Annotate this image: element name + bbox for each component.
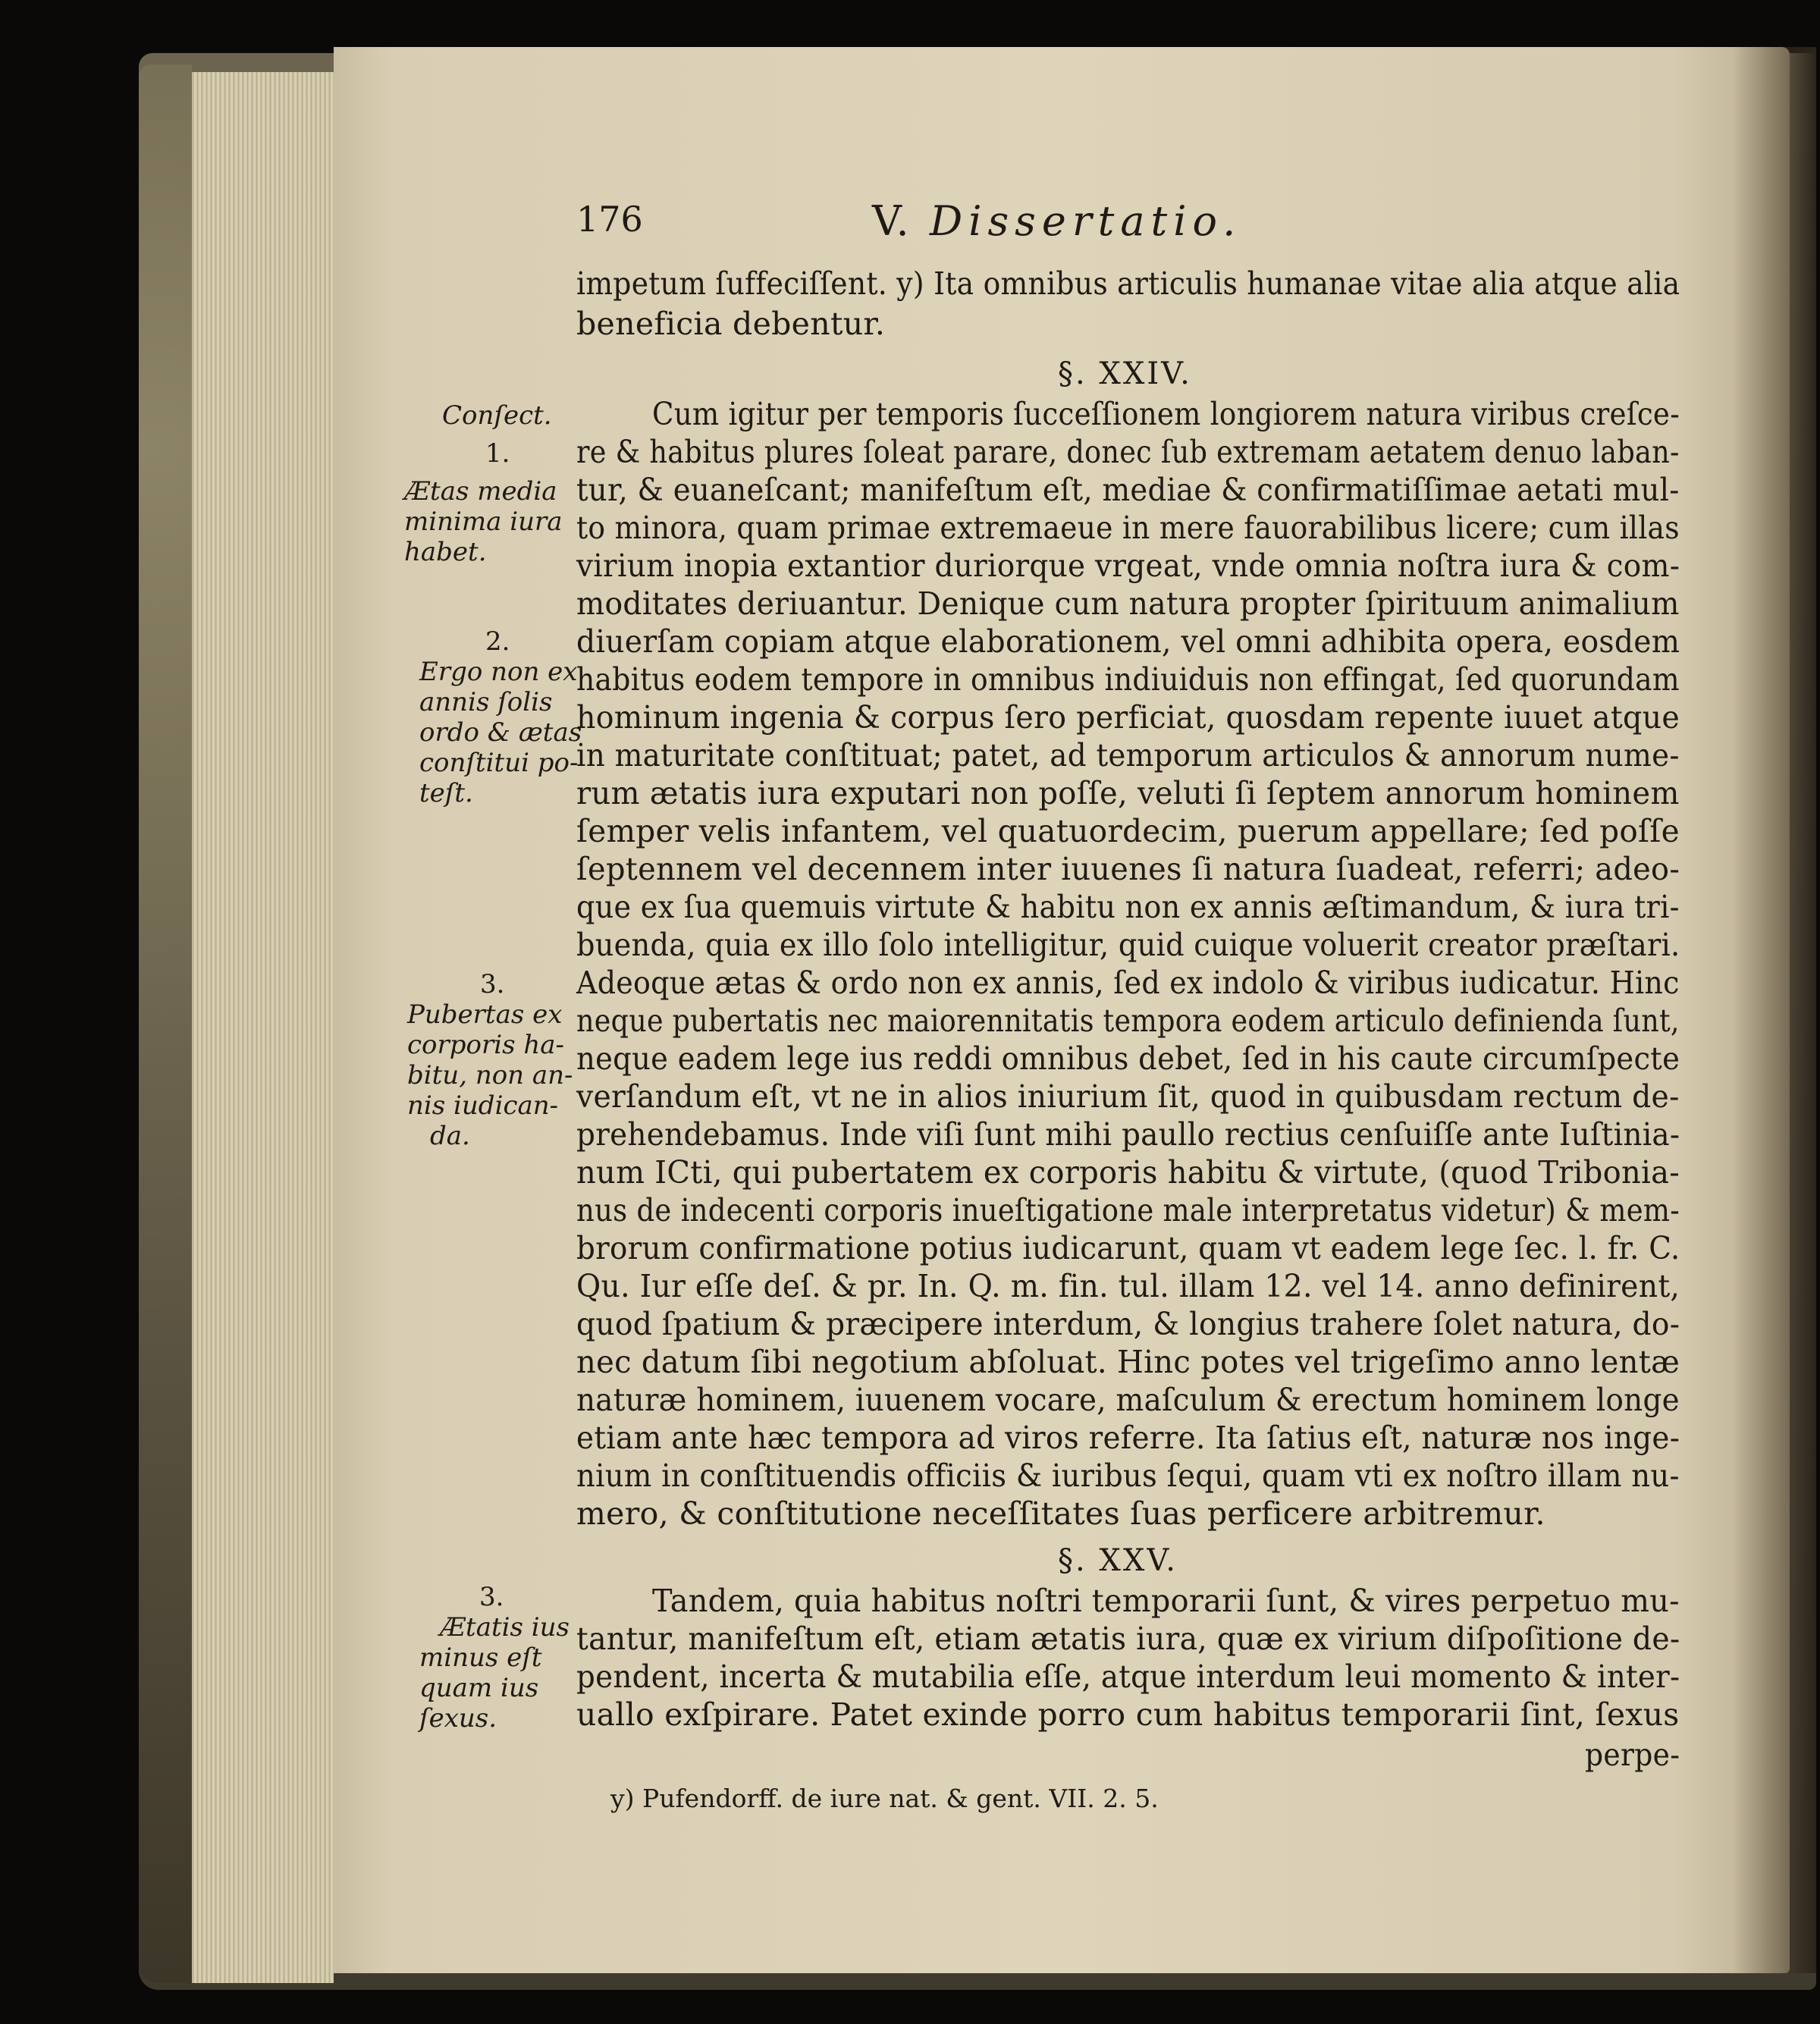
text-line: ſemper velis infantem, vel quatuordecim, puerum appellare; ſed poſſe xyxy=(576,813,1680,849)
page-title-word: Dissertatio. xyxy=(929,197,1242,245)
text-line: impetum ſuffeciſſent. y) Ita omnibus articulis humanae vitae alia atque alia xyxy=(576,265,1680,302)
margin-note-line: Ætas media xyxy=(404,476,557,507)
text-line: nus de indecenti corporis inueſtigatione male interpretatus videtur) & mem- xyxy=(576,1192,1680,1229)
page-number: 176 xyxy=(576,199,643,240)
text-line: hominum ingenia & corpus ſero perficiat, quosdam repente iuuet atque xyxy=(576,699,1680,736)
text-line: Qu. Iur eſſe deſ. & pr. In. Q. m. fin. tul. illam 12. vel 14. anno definirent, xyxy=(576,1268,1680,1304)
text-line: etiam ante hæc tempora ad viros referre. Ita ſatius eſt, naturæ nos inge- xyxy=(576,1420,1680,1456)
text-line: quod ſpatium & præcipere interdum, & longius trahere ſolet natura, do- xyxy=(576,1306,1680,1342)
text-line: Adeoque ætas & ordo non ex annis, ſed ex indolo & viribus iudicatur. Hinc xyxy=(576,965,1680,1001)
text-line: brorum confirmatione potius iudicarunt, quam vt eadem lege ſec. l. fr. C. xyxy=(576,1230,1680,1266)
text-line: neque pubertatis nec maiorennitatis tempora eodem articulo definienda ſunt, xyxy=(576,1003,1680,1039)
text-line: num ICti, qui pubertatem ex corporis habitu & virtute, (quod Tribonia- xyxy=(576,1154,1680,1191)
margin-note-line: corporis ha- xyxy=(407,1030,565,1060)
text-line: tur, & euaneſcant; manifeſtum eſt, mediae & confirmatiſſimae aetati mul- xyxy=(576,472,1680,508)
text-line: Tandem, quia habitus noſtri temporarii ſunt, & vires perpetuo mu- xyxy=(652,1583,1680,1619)
text-line: ſeptennem vel decennem inter iuuenes ſi natura ſuadeat, referri; adeo- xyxy=(576,851,1680,887)
margin-note-line: Ætatis ius xyxy=(440,1612,570,1643)
margin-note-line: minima iura xyxy=(404,507,563,537)
margin-note-line: ſexus. xyxy=(419,1703,497,1734)
margin-consectaria: Conſect. xyxy=(442,400,552,431)
margin-note-line: quam ius xyxy=(419,1673,539,1703)
margin-note-line: habet. xyxy=(404,537,487,567)
text-line: re & habitus plures ſoleat parare, donec ſub extremam aetatem denuo laban- xyxy=(576,434,1680,470)
gutter-shadow xyxy=(1733,47,1816,1973)
footnote: y) Pufendorff. de iure nat. & gent. VII. 2. 5. xyxy=(610,1784,1159,1813)
text-line: nium in conſtituendis officiis & iuribus ſequi, quam vti ex noſtro illam nu- xyxy=(576,1458,1680,1494)
text-line: naturæ hominem, iuuenem vocare, maſculum & erectum hominem longe xyxy=(576,1382,1680,1418)
margin-note-line: ordo & ætas xyxy=(419,717,582,748)
section-heading-24: §. XXIV. xyxy=(1058,356,1192,391)
text-line: moditates deriuantur. Denique cum natura propter ſpirituum animalium xyxy=(576,585,1680,622)
page-title-prefix: V. xyxy=(872,197,911,245)
text-line: que ex ſua quemuis virtute & habitu non ex annis æſtimandum, & iura tri- xyxy=(576,889,1680,925)
text-line: tantur, manifeſtum eſt, etiam ætatis iura, quæ ex virium diſpoſitione de- xyxy=(576,1621,1680,1657)
catchword: perpe- xyxy=(1585,1737,1680,1773)
margin-note-line: minus eſt xyxy=(419,1643,542,1673)
section-heading-25: §. XXV. xyxy=(1058,1543,1178,1578)
text-line: to minora, quam primae extremaeue in mere fauorabilibus licere; cum illas xyxy=(576,510,1680,546)
margin-note-line: conſtitui po- xyxy=(419,748,579,778)
text-line: virium inopia extantior duriorque vrgeat, vnde omnia noſtra iura & com- xyxy=(576,548,1680,584)
text-line: mero, & conſtitutione neceſſitates ſuas perficere arbitremur. xyxy=(576,1495,1545,1532)
text-line: diuerſam copiam atque elaborationem, vel omni adhibita opera, eosdem xyxy=(576,623,1680,660)
margin-note-line: da. xyxy=(430,1121,470,1151)
margin-note-line: teſt. xyxy=(419,778,473,808)
margin-number: 2. xyxy=(485,626,510,657)
text-line: nec datum ſibi negotium abſoluat. Hinc potes vel trigeſimo anno lentæ xyxy=(576,1344,1680,1380)
margin-note-line: annis ſolis xyxy=(419,687,553,717)
text-line: verſandum eſt, vt ne in alios iniurium ſit, quod in quibusdam rectum de- xyxy=(576,1078,1680,1115)
margin-note-line: nis iudican- xyxy=(407,1090,559,1121)
text-line: rum ætatis iura exputari non poſſe, veluti ſi ſeptem annorum hominem xyxy=(576,775,1680,811)
text-line: pendent, incerta & mutabilia eſſe, atque interdum leui momento & inter- xyxy=(576,1658,1680,1695)
margin-note-line: bitu, non an- xyxy=(407,1060,573,1090)
text-line: prehendebamus. Inde viſi ſunt mihi paullo rectius cenſuiſſe ante Iuſtinia- xyxy=(576,1116,1680,1153)
margin-number: 3. xyxy=(480,969,505,999)
text-line: Cum igitur per temporis ſucceſſionem longiorem natura viribus creſce- xyxy=(652,396,1680,432)
cover-edge xyxy=(139,64,192,1983)
margin-number: 1. xyxy=(485,438,510,469)
text-line: beneficia debentur. xyxy=(576,306,886,342)
margin-number: 3. xyxy=(479,1582,504,1612)
page-title xyxy=(872,197,1241,245)
margin-note-line: Pubertas ex xyxy=(407,999,563,1030)
text-line: habitus eodem tempore in omnibus indiuiduis non effingat, ſed quorundam xyxy=(576,661,1680,698)
text-line: uallo exſpirare. Patet exinde porro cum habitus temporarii ſint, ſexus xyxy=(576,1696,1680,1733)
text-line: neque eadem lege ius reddi omnibus debet, ſed in his caute circumſpecte xyxy=(576,1040,1680,1077)
text-line: in maturitate conſtituat; patet, ad temporum articulos & annorum nume- xyxy=(576,737,1680,774)
margin-note-line: Ergo non ex xyxy=(419,657,578,687)
text-line: buenda, quia ex illo ſolo intelligitur, quid cuique voluerit creator præſtari. xyxy=(576,927,1680,963)
